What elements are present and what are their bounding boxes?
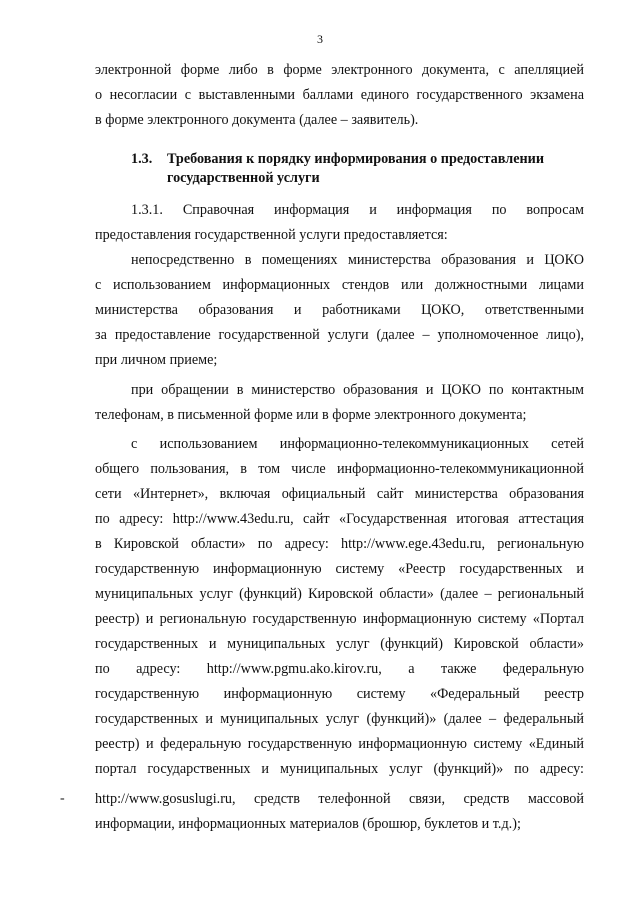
section-title-line2: государственной услуги (167, 170, 320, 186)
paragraph-line: государственную информационную систему «Реестр государственных и (95, 561, 584, 577)
margin-mark: - (60, 791, 65, 806)
paragraph-line: телефонам, в письменной форме или в форме электронного документа; (95, 407, 527, 423)
page-number: 3 (317, 32, 323, 46)
paragraph-line: государственную информационную систему «Федеральный реестр (95, 686, 584, 702)
paragraph-line: при обращении в министерство образования и ЦОКО по контактным (131, 382, 584, 398)
paragraph-line: с использованием информационно-телекоммуникационных сетей (131, 436, 584, 452)
intro-line: о несогласии с выставленными баллами единого государственного экзамена (95, 87, 584, 103)
paragraph-line: с использованием информационных стендов или должностными лицами (95, 277, 584, 293)
paragraph-line: по адресу: http://www.43edu.ru, сайт «Государственная итоговая аттестация (95, 511, 584, 527)
paragraph-line: портал государственных и муниципальных услуг (функций)» по адресу: (95, 761, 584, 777)
intro-line: в форме электронного документа (далее – заявитель). (95, 112, 419, 128)
paragraph-line: общего пользования, в том числе информационно-телекоммуникационной (95, 461, 584, 477)
paragraph-line: за предоставление государственной услуги (далее – уполномоченное лицо), (95, 327, 584, 343)
paragraph-line: реестр) и региональную государственную информационную систему «Портал (95, 611, 584, 627)
paragraph-line: сети «Интернет», включая официальный сайт министерства образования (95, 486, 584, 502)
paragraph-line: http://www.gosuslugi.ru, средств телефонной связи, средств массовой (95, 791, 584, 807)
paragraph-line: министерства образования и работниками ЦОКО, ответственными (95, 302, 584, 318)
paragraph-line: при личном приеме; (95, 352, 218, 368)
section-number: 1.3. (131, 151, 153, 167)
paragraph-line: реестр) и федеральную государственную информационную систему «Единый (95, 736, 584, 752)
paragraph-line: предоставления государственной услуги предоставляется: (95, 227, 448, 243)
paragraph-line: в Кировской области» по адресу: http://www.ege.43edu.ru, региональную (95, 536, 584, 552)
paragraph-line: государственных и муниципальных услуг (функций) Кировской области» (95, 636, 584, 652)
section-heading (131, 151, 586, 168)
paragraph-line: непосредственно в помещениях министерства образования и ЦОКО (131, 252, 584, 268)
paragraph-line: по адресу: http://www.pgmu.ako.kirov.ru, а также федеральную (95, 661, 584, 677)
paragraph-line: государственных и муниципальных услуг (функций)» (далее – федеральный (95, 711, 584, 727)
paragraph-line: 1.3.1. Справочная информация и информация по вопросам (131, 202, 584, 218)
paragraph-line: информации, информационных материалов (брошюр, буклетов и т.д.); (95, 816, 521, 832)
intro-line: электронной форме либо в форме электронного документа, с апелляцией (95, 62, 584, 78)
section-title-line1: Требования к порядку информирования о предоставлении (167, 151, 545, 167)
paragraph-line: муниципальных услуг (функций) Кировской области» (далее – региональный (95, 586, 584, 602)
